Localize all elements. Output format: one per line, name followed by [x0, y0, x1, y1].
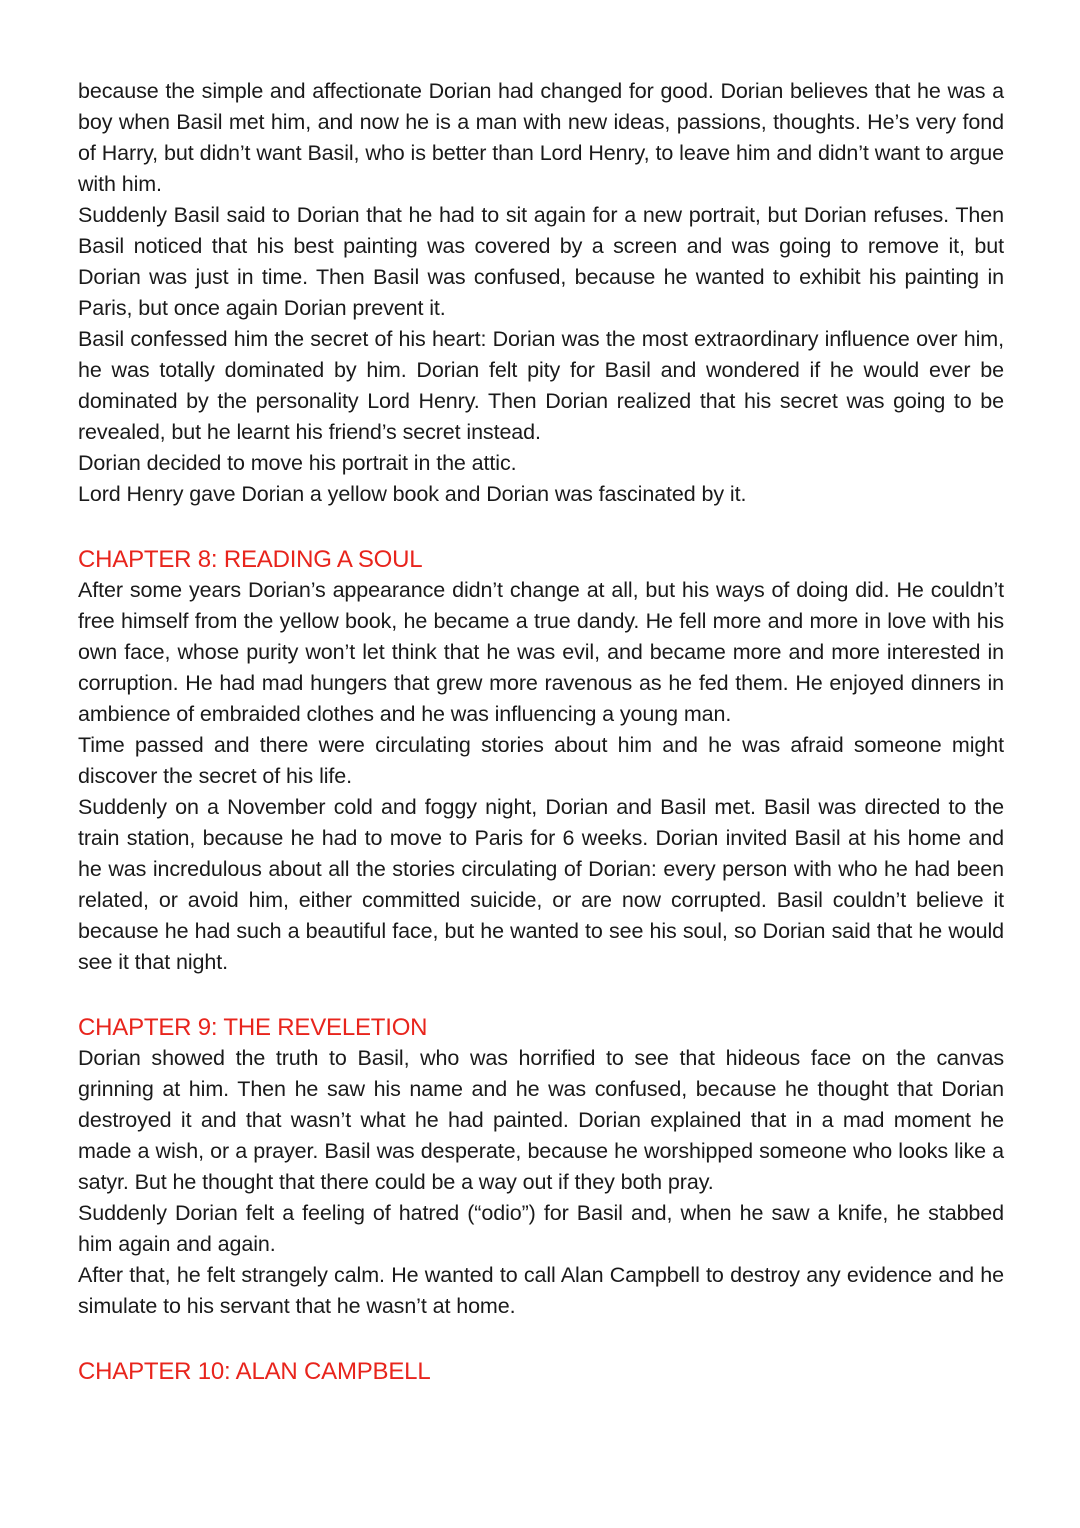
paragraph: Time passed and there were circulating stories about him and he was afraid someone might discover the secret of his life. [78, 733, 1004, 788]
paragraph: Suddenly on a November cold and foggy night, Dorian and Basil met. Basil was directed to the train station, because he had to move to Paris for 6 weeks. Dorian invited Basil at his home and he was incredulous about all the stories circulating of Dorian: every person with who he had been related, or avoid him, either committed suicide, or are now corrupted. Basil couldn’t believe it because he had such a beautiful face, but he wanted to see his soul, so Dorian said that he would see it that night. [78, 795, 1004, 974]
paragraph: After that, he felt strangely calm. He wanted to call Alan Campbell to destroy any evidence and he simulate to his servant that he wasn’t at home. [78, 1263, 1004, 1318]
paragraph: Lord Henry gave Dorian a yellow book and Dorian was fascinated by it. [78, 482, 747, 506]
paragraph: Dorian showed the truth to Basil, who was horrified to see that hideous face on the canvas grinning at him. Then he saw his name and he was confused, because he thought that Dorian destroyed it and that wasn’t what he had painted. Dorian explained that in a mad moment he made a wish, or a prayer. Basil was desperate, because he worshipped someone who looks like a satyr. But he thought that there could be a way out if they both pray. [78, 1046, 1004, 1194]
chapter-10-section [78, 1356, 1004, 1387]
paragraph: Suddenly Basil said to Dorian that he had to sit again for a new portrait, but Dorian refuses. Then Basil noticed that his best painting was covered by a screen and was going to remove it, but Dorian was just in time. Then Basil was confused, because he wanted to exhibit his painting in Paris, but once again Dorian prevent it. [78, 203, 1004, 320]
intro-section [78, 76, 1004, 510]
chapter-9-heading: CHAPTER 9: THE REVELETION [78, 1014, 428, 1041]
chapter-9-section [78, 1012, 1004, 1322]
paragraph: Dorian decided to move his portrait in the attic. [78, 451, 517, 475]
section-gap [78, 978, 1004, 1012]
section-gap [78, 510, 1004, 544]
paragraph: Basil confessed him the secret of his heart: Dorian was the most extraordinary influence over him, he was totally dominated by him. Dorian felt pity for Basil and wondered if he would ever be dominated by the personality Lord Henry. Then Dorian realized that his secret was going to be revealed, but he learnt his friend’s secret instead. [78, 327, 1004, 444]
paragraph: because the simple and affectionate Dorian had changed for good. Dorian believes that he was a boy when Basil met him, and now he is a man with new ideas, passions, thoughts. He’s very fond of Harry, but didn’t want Basil, who is better than Lord Henry, to leave him and didn’t want to argue with him. [78, 79, 1004, 196]
chapter-10-heading: CHAPTER 10: ALAN CAMPBELL [78, 1358, 431, 1385]
paragraph: Suddenly Dorian felt a feeling of hatred (“odio”) for Basil and, when he saw a knife, he stabbed him again and again. [78, 1201, 1004, 1256]
paragraph: After some years Dorian’s appearance didn’t change at all, but his ways of doing did. He couldn’t free himself from the yellow book, he became a true dandy. He fell more and more in love with his own face, whose purity won’t let think that he was evil, and became more and more interested in corruption. He had mad hungers that grew more ravenous as he fed them. He enjoyed dinners in ambience of embraided clothes and he was influencing a young man. [78, 578, 1004, 726]
chapter-8-section [78, 544, 1004, 978]
section-gap [78, 1322, 1004, 1356]
chapter-8-heading: CHAPTER 8: READING A SOUL [78, 546, 423, 573]
document-page [78, 76, 1004, 1387]
